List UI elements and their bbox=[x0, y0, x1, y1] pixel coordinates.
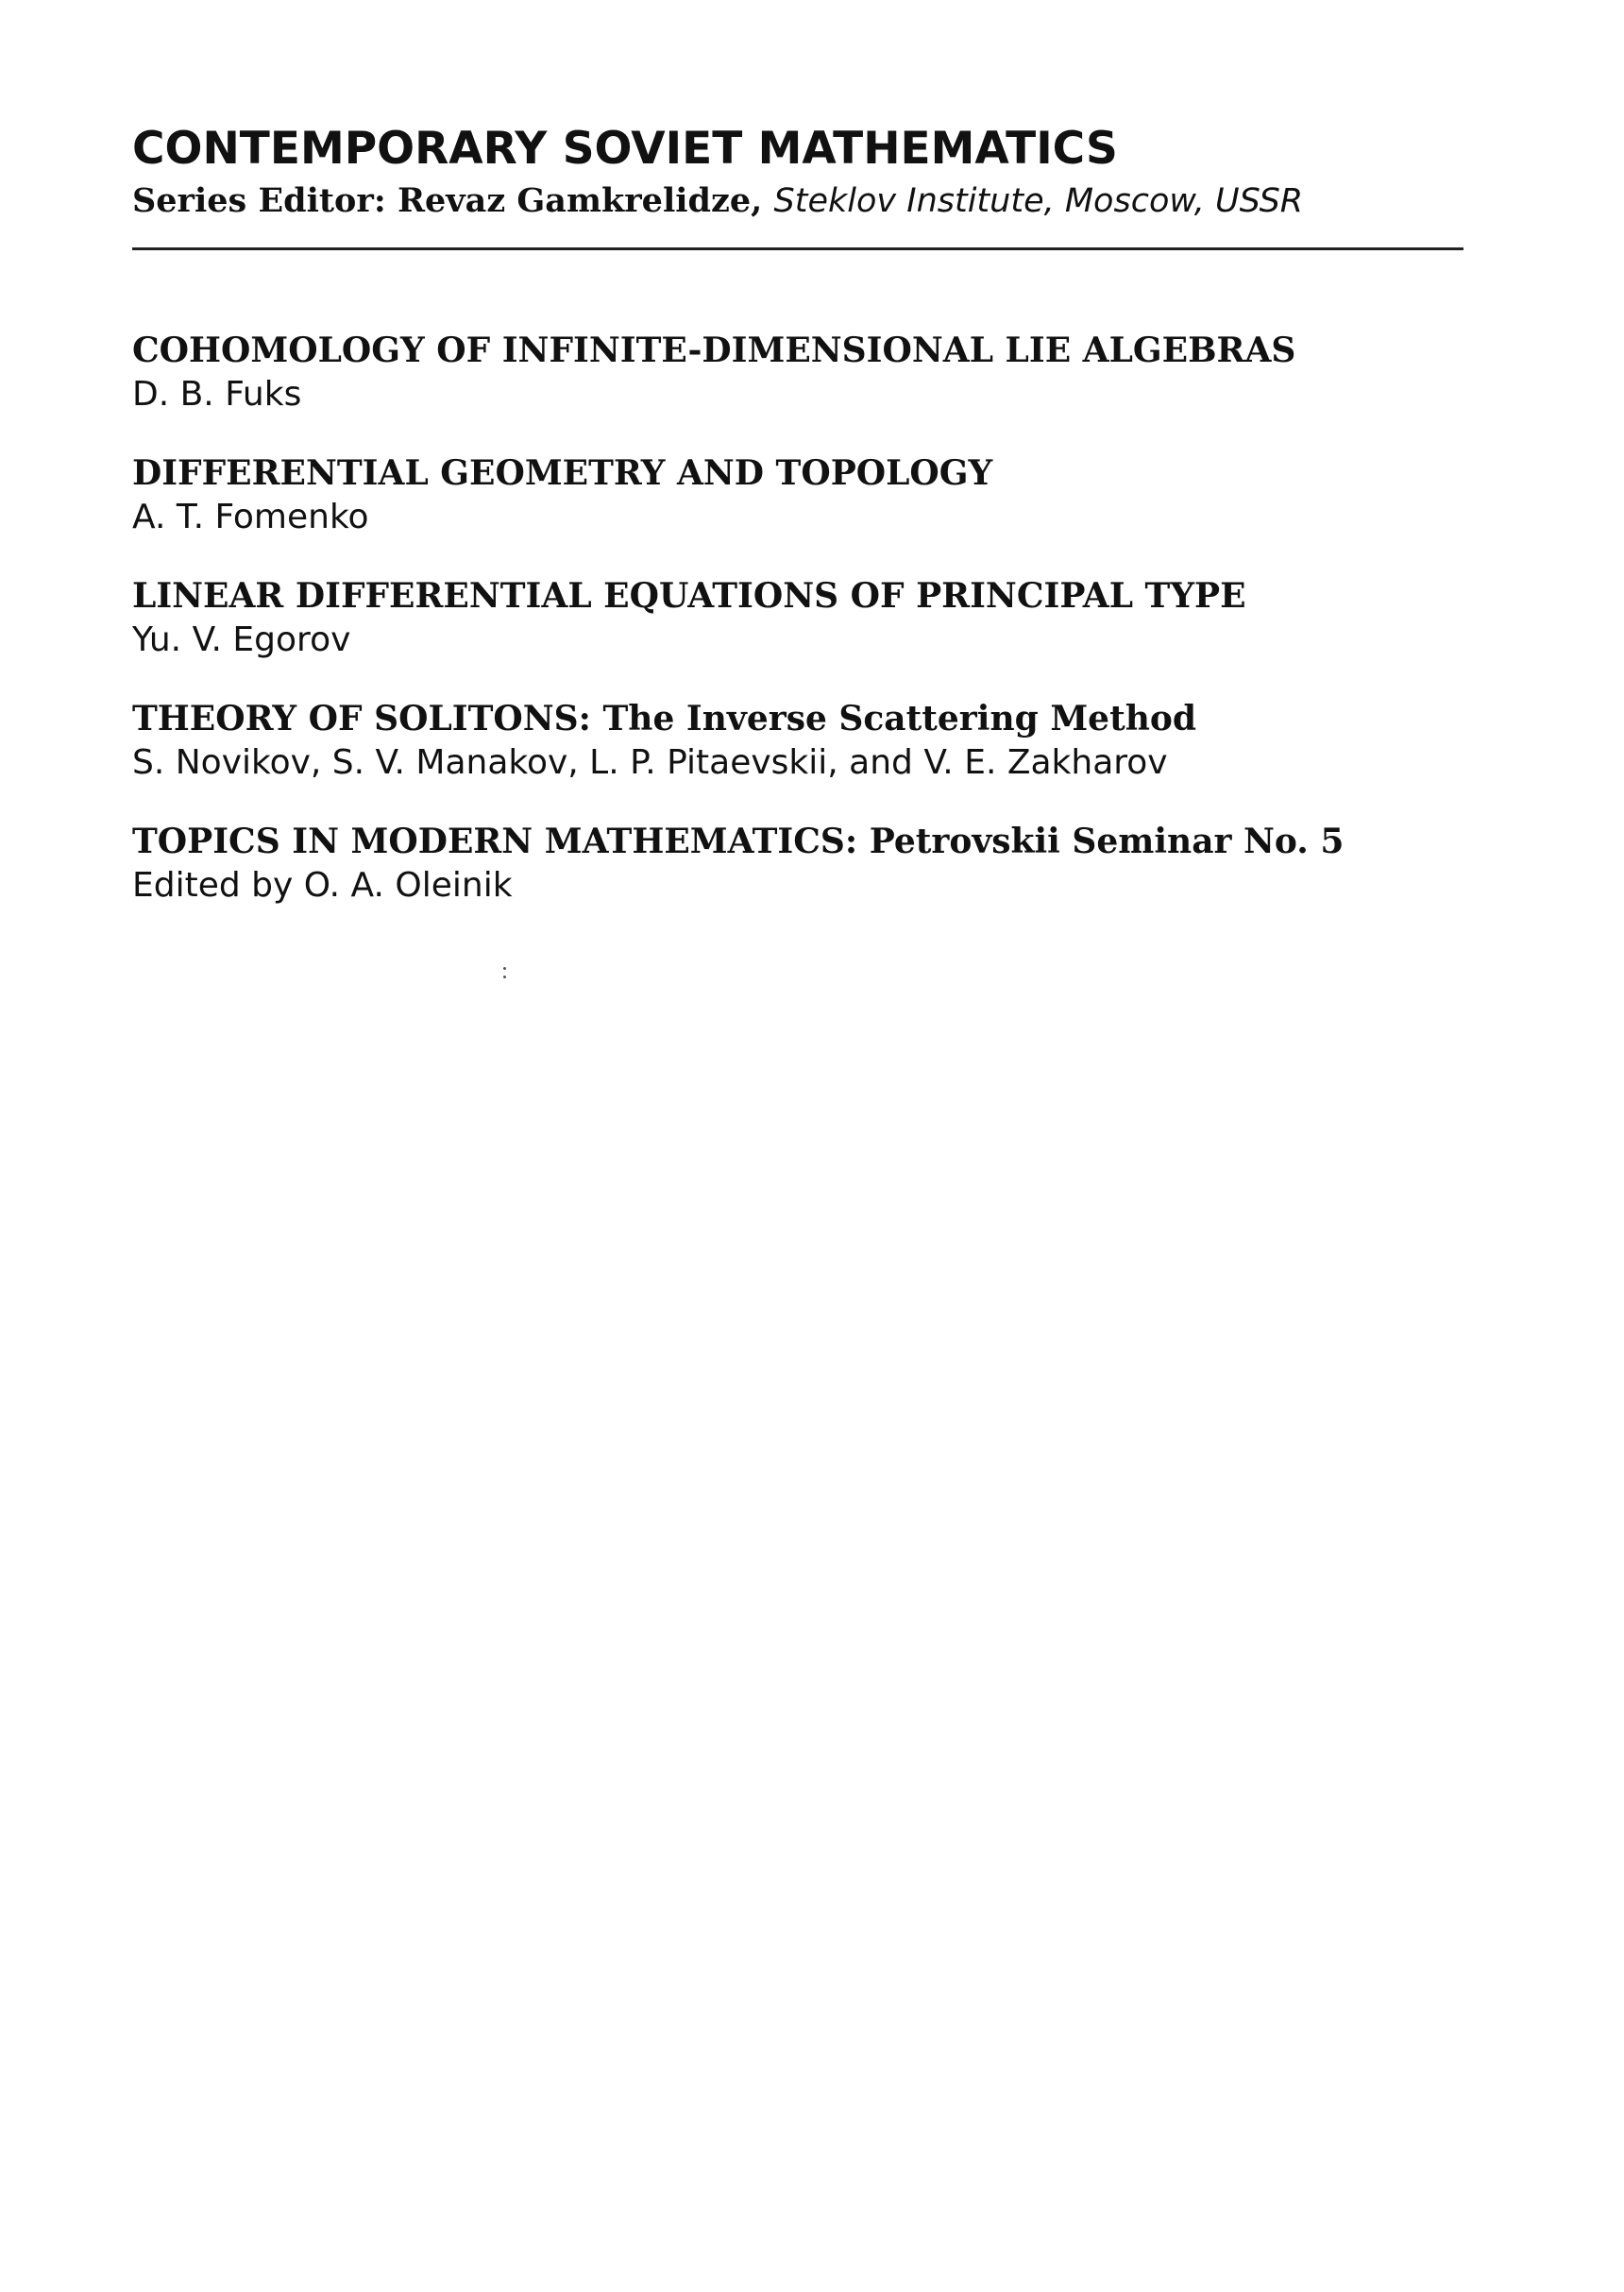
series-title: CONTEMPORARY SOVIET MATHEMATICS bbox=[132, 123, 1118, 175]
book-title bbox=[132, 696, 1463, 741]
book-title bbox=[132, 328, 1463, 373]
book-title-main: TOPICS IN MODERN MATHEMATICS: bbox=[132, 822, 870, 861]
book-title bbox=[132, 573, 1463, 619]
book-entry bbox=[132, 696, 1463, 785]
book-author: Edited by O. A. Oleinik bbox=[132, 866, 513, 905]
book-list bbox=[132, 328, 1463, 908]
book-title bbox=[132, 819, 1463, 864]
book-subtitle: The Inverse Scattering Method bbox=[602, 699, 1197, 739]
series-editor-line bbox=[132, 179, 1463, 223]
header-divider bbox=[132, 247, 1463, 250]
book-author: D. B. Fuks bbox=[132, 375, 302, 414]
book-entry bbox=[132, 573, 1463, 662]
book-title bbox=[132, 450, 1463, 496]
series-page bbox=[132, 121, 1463, 942]
book-author: A. T. Fomenko bbox=[132, 498, 369, 536]
book-title-main: THEORY OF SOLITONS: bbox=[132, 699, 603, 739]
book-entry bbox=[132, 328, 1463, 416]
book-author: S. Novikov, S. V. Manakov, L. P. Pitaevskii, and V. E. Zakharov bbox=[132, 743, 1168, 782]
editor-name: Revaz Gamkrelidze, bbox=[397, 181, 774, 220]
book-title-main: LINEAR DIFFERENTIAL EQUATIONS OF PRINCIPAL TYPE bbox=[132, 576, 1246, 616]
book-entry bbox=[132, 450, 1463, 539]
scan-speck bbox=[503, 967, 506, 988]
editor-affiliation: Steklov Institute, Moscow, USSR bbox=[773, 182, 1304, 220]
book-subtitle: Petrovskii Seminar No. 5 bbox=[869, 822, 1345, 861]
book-title-main: COHOMOLOGY OF INFINITE-DIMENSIONAL LIE ALGEBRAS bbox=[132, 331, 1296, 370]
book-title-main: DIFFERENTIAL GEOMETRY AND TOPOLOGY bbox=[132, 453, 993, 493]
book-entry bbox=[132, 819, 1463, 908]
editor-label: Series Editor: bbox=[132, 181, 398, 220]
book-author: Yu. V. Egorov bbox=[132, 620, 351, 659]
